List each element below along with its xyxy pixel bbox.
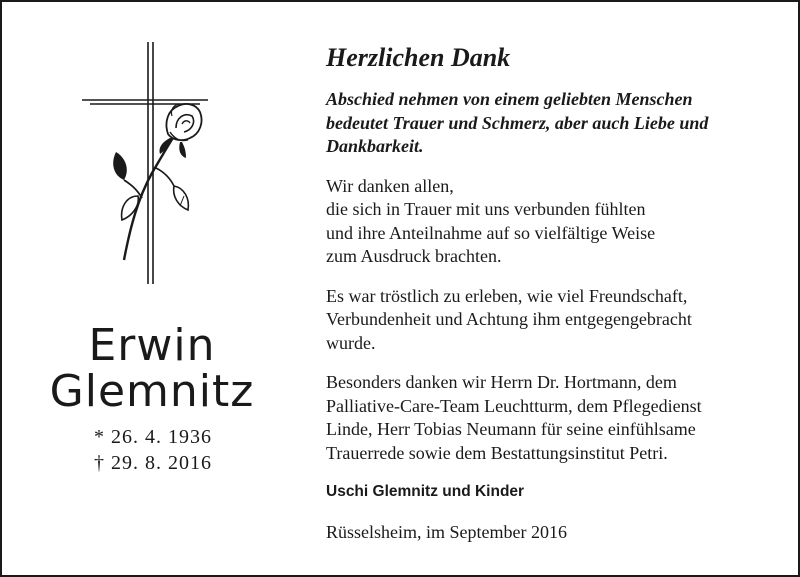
paragraph-line: wurde. [326, 332, 376, 353]
paragraph-line: und ihre Anteilnahme auf so vielfältige Weise [326, 222, 656, 243]
life-dates [94, 424, 212, 476]
thanks-paragraph-1 [326, 175, 776, 269]
intro-line: Abschied nehmen von einem geliebten Menschen [326, 89, 693, 109]
paragraph-line: Verbundenheit und Achtung ihm entgegengebracht [326, 309, 692, 329]
death-date: † 29. 8. 2016 [94, 452, 212, 474]
intro-line: bedeutet Trauer und Schmerz, aber auch Liebe und [326, 112, 709, 133]
paragraph-line: die sich in Trauer mit uns verbunden fühlten [326, 199, 646, 219]
paragraph-line: zum Ausdruck brachten. [326, 246, 502, 266]
paragraph-line: Palliative-Care-Team Leuchtturm, dem Pflegedienst [326, 395, 702, 416]
thanks-paragraph-3 [326, 371, 776, 465]
intro-paragraph [326, 88, 776, 159]
birth-date: * 26. 4. 1936 [94, 426, 212, 448]
deceased-last-name: Glemnitz [49, 366, 255, 417]
intro-line: Dankbarkeit. [326, 136, 424, 156]
deceased-first-name: Erwin [88, 320, 216, 371]
paragraph-line: Trauerrede sowie dem Bestattungsinstitut Petri. [326, 442, 668, 463]
place-and-date: Rüsselsheim, im September 2016 [326, 522, 567, 542]
thanks-paragraph-2 [326, 285, 776, 356]
notice-heading: Herzlichen Dank [326, 43, 511, 72]
right-column [326, 42, 776, 544]
paragraph-line: Wir danken allen, [326, 175, 454, 196]
cross-with-rose-icon [80, 38, 210, 288]
paragraph-line: Linde, Herr Tobias Neumann für seine einfühlsame [326, 419, 696, 439]
paragraph-line: Besonders danken wir Herrn Dr. Hortmann, dem [326, 372, 677, 392]
signature: Uschi Glemnitz und Kinder [326, 483, 525, 500]
left-column [2, 2, 302, 575]
paragraph-line: Es war tröstlich zu erleben, wie viel Freundschaft, [326, 285, 688, 306]
